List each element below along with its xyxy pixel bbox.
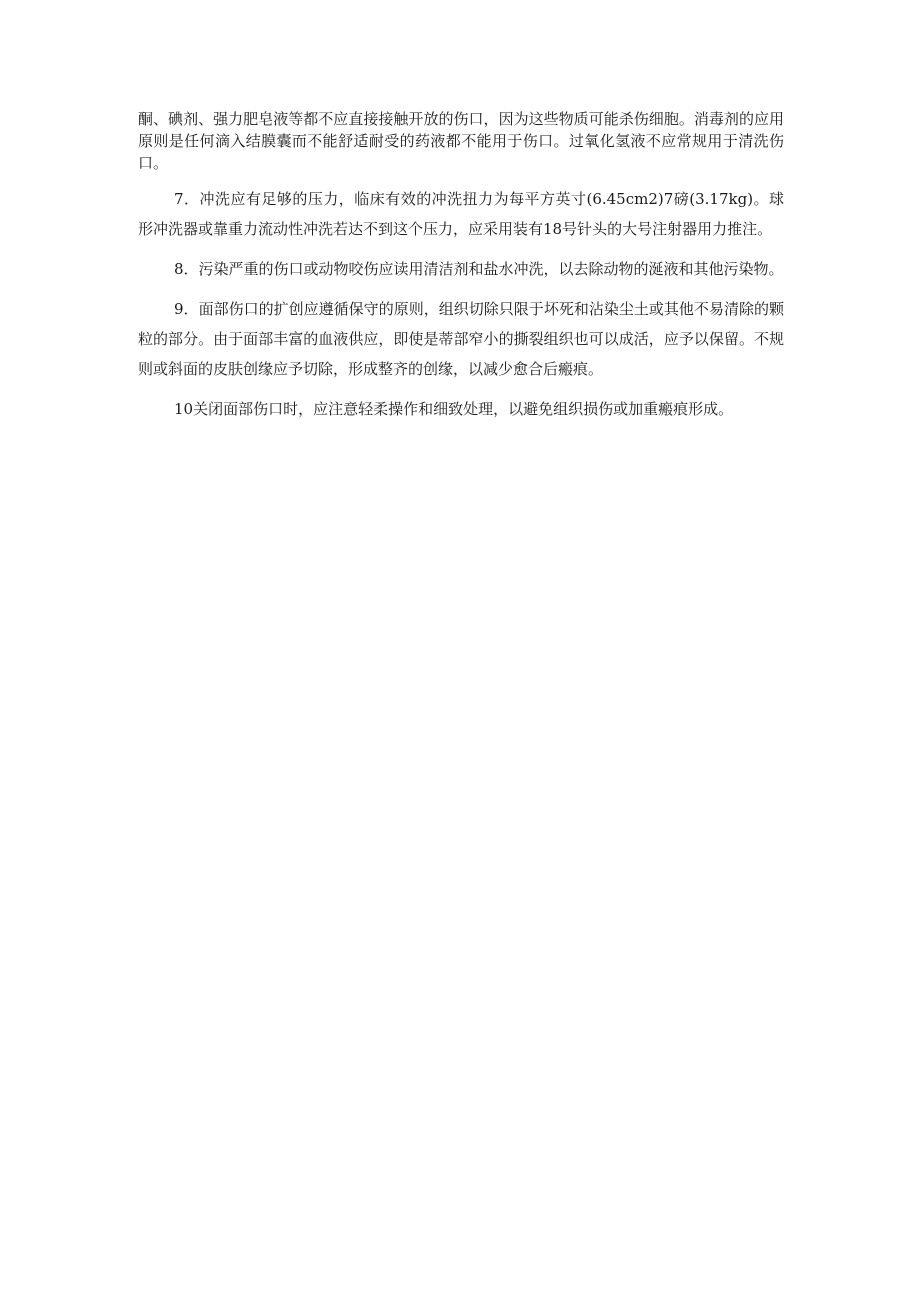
paragraph-gap	[138, 284, 784, 294]
paragraph-gap	[138, 174, 784, 184]
paragraph-gap	[138, 384, 784, 394]
paragraph-item-9: 9．面部伤口的扩创应遵循保守的原则，组织切除只限于坏死和沾染尘土或其他不易清除的颗粒的部分。由于面部丰富的血液供应，即使是蒂部窄小的撕裂组织也可以成活，应予以保留。不规则或斜面的皮肤创缘应予切除，形成整齐的创缘，以减少愈合后瘢痕。	[138, 300, 784, 378]
paragraph-continuation: 酮、碘剂、强力肥皂液等都不应直接接触开放的伤口，因为这些物质可能杀伤细胞。消毒剂的应用原则是任何滴入结膜囊而不能舒适耐受的药液都不能用于伤口。过氧化氢液不应常规用于清洗伤口。	[138, 110, 784, 172]
document-body	[138, 108, 784, 424]
paragraph-item-10: 10关闭面部伤口时，应注意轻柔操作和细致处理，以避免组织损伤或加重瘢痕形成。	[174, 400, 734, 418]
paragraph-item-7: 7．冲洗应有足够的压力，临床有效的冲洗扭力为每平方英寸(6.45cm2)7磅(3.17kg)。球形冲洗器或靠重力流动性冲洗若达不到这个压力，应采用装有18号针头的大号注射器用力推注。	[138, 190, 784, 238]
paragraph-gap	[138, 244, 784, 254]
paragraph-item-8: 8．污染严重的伤口或动物咬伤应读用清洁剂和盐水冲洗，以去除动物的涎液和其他污染物。	[174, 260, 784, 278]
